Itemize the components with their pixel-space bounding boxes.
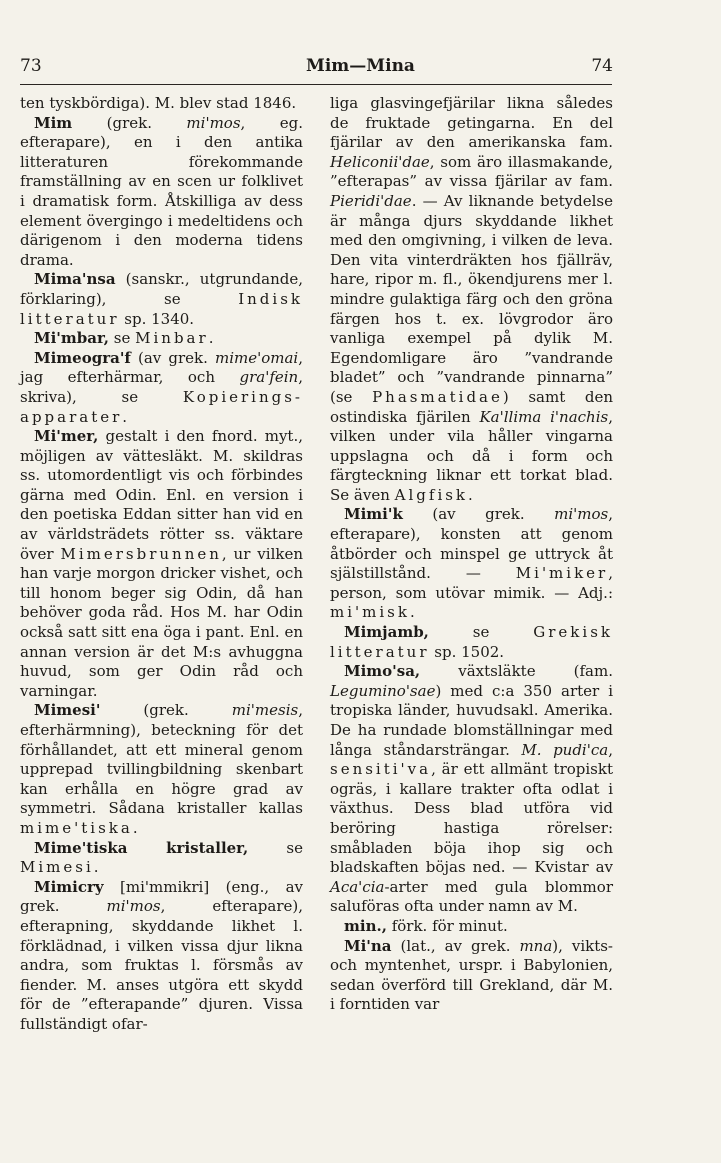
entry-text: (lat., av grek. mna), vikts- och myntenhet, urspr. i Babylonien, sedan överförd till Grekland, där M. i forntiden var	[330, 936, 613, 1014]
entry-text: gestalt i den fnord. myt., möjligen av vättesläkt. M. skildras ss. utomordentligt vis och förbindes gärna med Odin. Enl. en version i den poetiska Eddan sitter han vid en av världsträdets rötter ss. väktare över Mimersbrunnen, ur vilken han varje morgon dricker vishet, och till honom beger sig Odin, då han behöver goda råd. Hos M. har Odin också satt sitt ena öga i pant. Enl. en annan version är det M:s avhuggna huvud, som ger Odin råd och varningar.	[20, 427, 303, 700]
entry-text: (grek. mi'mos, eg. efterapare), en i den antika litteraturen förekommande framställning av en scen ur folklivet i dramatisk form. Åtskilliga av dess element övergingo i medeltidens och därigenom i den moderna tidens drama.	[20, 113, 303, 269]
entry-headword: Mi'mbar,	[34, 329, 110, 348]
dictionary-entry	[330, 917, 613, 937]
entry-headword: Mi'na	[344, 936, 392, 955]
continued-text: liga glasvingefjärilar likna således de fruktade getingarna. En del fjärilar av den amerikanska fam. Heliconii'dae, som äro illasmakande, ”efterapas” av vissa fjärilar av fam. Pieridi'dae. — Av liknande betydelse är många djurs skyddande likhet med den omgivning, i vilken de leva. Den vita vinterdräkten hos fjällräv, hare, ripor m. fl., ökendjurens mer l. mindre gulaktiga färg och den gröna färgen hos t. ex. lövgrodor äro vanliga exempel på dylik M. Egendomligare äro ”vandrande bladet” och ”vandrande pinnarna” (se Phasmatidae) samt den ostindiska fjärilen Ka'llima i'nachis, vilken under vila håller vingarna uppslagna och då i form och färgteckning liknar ett torkat blad. Se även Algfisk.	[330, 94, 614, 504]
entry-text: se Mimesi.	[20, 838, 303, 877]
continued-text: ten tyskbördiga). M. blev stad 1846.	[20, 94, 297, 112]
page-header	[0, 56, 721, 86]
left-column	[20, 94, 303, 1035]
dictionary-entry	[20, 349, 303, 427]
entry-text: se Grekisk litteratur sp. 1502.	[330, 623, 613, 661]
entry-headword: Mi'mer,	[34, 427, 99, 446]
dictionary-entry	[330, 937, 613, 1015]
page-title: Mim—Mina	[306, 56, 415, 76]
page-number-right: 74	[591, 56, 613, 76]
page-number-left: 73	[20, 56, 42, 76]
entry-headword: Mimesi'	[34, 701, 101, 720]
entry-text: [mi'mmikri] (eng., av grek. mi'mos, efterapare), efterapning, skyddande likhet l. förklädnad, i vilken vissa djur likna andra, som fruktas l. försmås av fiender. M. anses utgöra ett skydd för de ”efterapande” djuren. Vissa fullständigt ofar-	[20, 877, 303, 1033]
dictionary-entry	[20, 329, 303, 349]
entry-text: växtsläkte (fam. Legumino'sae) med c:a 350 arter i tropiska länder, huvudsakl. Amerika. De ha rundade blomställningar med långa ståndarsträngar. M. pudi'ca, sensiti'va, är ett allmänt tropiskt ogräs, i kallare trakter ofta odlat i växthus. Dess blad utföra vid beröring hastiga rörelser: småbladen böja ihop sig och bladskaften böjas ned. — Kvistar av Aca'cia-arter med gula blommor saluföras ofta under namn av M.	[330, 662, 613, 916]
dictionary-entry	[330, 623, 613, 662]
right-column	[330, 94, 613, 1015]
entry-headword: Mime'tiska kristaller,	[34, 838, 249, 857]
dictionary-entry	[20, 878, 303, 1035]
entry-text: (grek. mi'mesis, efterhärmning), beteckning för det förhållandet, att ett mineral genom upprepad tvillingbildning skenbart kan erhålla en högre grad av symmetri. Sådana kristaller kallas mime'tiska.	[20, 701, 303, 837]
dictionary-entry	[20, 839, 303, 878]
entry-text: (av grek. mime'omai, jag efterhärmar, och gra'fein, skriva), se Kopierings-apparater.	[20, 348, 303, 426]
entry-text: se Minbar.	[109, 329, 214, 348]
entry-headword: Mimjamb,	[344, 623, 429, 642]
entry-text: (av grek. mi'mos, efterapare), konsten att genom åtbörder och minspel ge uttryck åt själstillstånd. — Mi'miker, person, som utövar mimik. — Adj.: mi'misk.	[330, 505, 613, 622]
entry-headword: Mima'nsa	[34, 270, 116, 289]
entry-headword: Mimo'sa,	[344, 662, 421, 681]
entry-text: (sanskr., utgrundande, förklaring), se Indisk litteratur sp. 1340.	[20, 270, 303, 328]
entry-headword: Mimi'k	[344, 505, 403, 524]
dictionary-entry	[20, 270, 303, 329]
entry-headword: Mimicry	[34, 877, 104, 896]
entry-headword: Mimeogra'f	[34, 348, 131, 367]
dictionary-entry	[20, 701, 303, 838]
entry-text: förk. för minut.	[386, 916, 508, 935]
dictionary-entry	[330, 662, 613, 917]
dictionary-entry	[20, 427, 303, 701]
dictionary-entry	[20, 114, 303, 271]
entry-headword: min.,	[344, 916, 387, 935]
entry-headword: Mim	[34, 113, 73, 132]
dictionary-entry	[330, 505, 613, 623]
header-rule	[20, 84, 612, 85]
